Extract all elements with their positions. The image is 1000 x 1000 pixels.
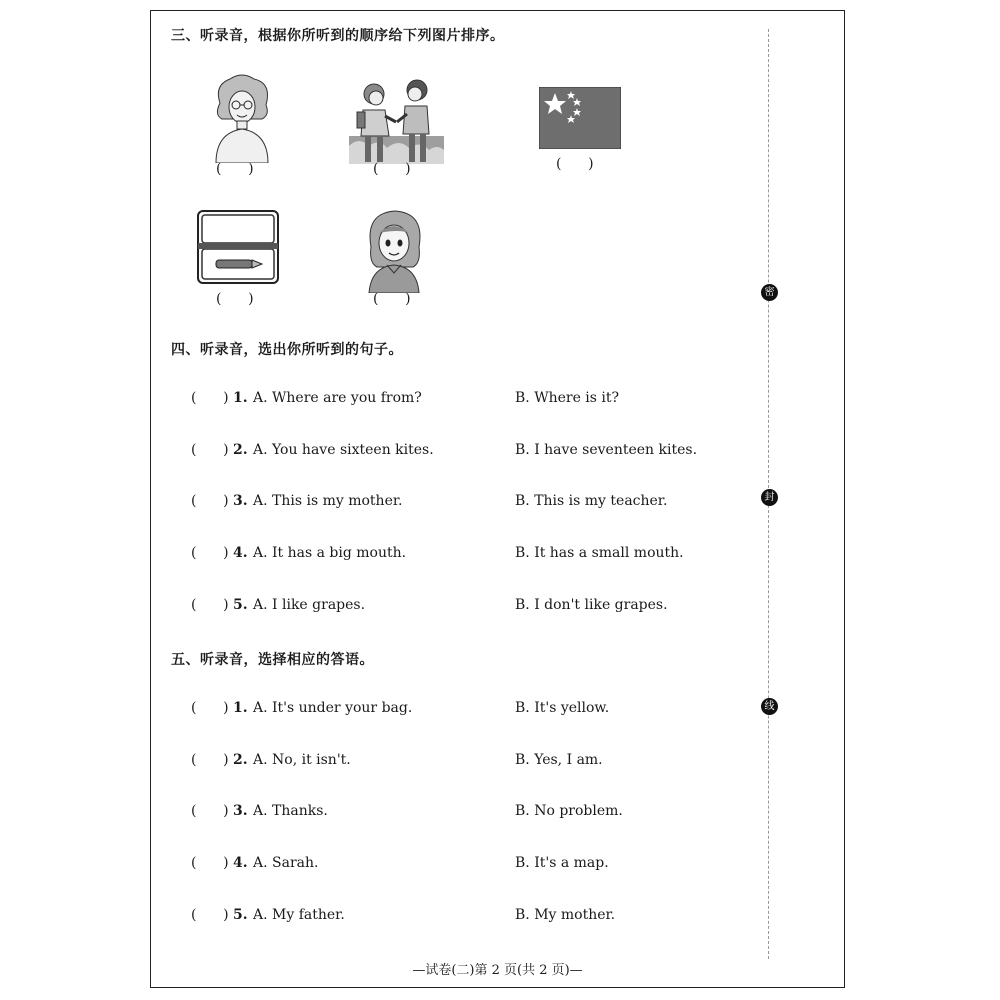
question-number: 2. <box>233 752 248 768</box>
question-number: 5. <box>233 597 248 613</box>
option-b: B. It's yellow. <box>515 700 610 716</box>
option-a: A. Sarah. <box>253 855 319 871</box>
exam-page <box>150 10 845 988</box>
section3-title: 三、听录音，根据你所听到的顺序给下列图片排序。 <box>171 28 505 44</box>
two-boys-shaking-hands-icon <box>349 76 444 164</box>
picture5-answer-blank[interactable]: ( ) <box>373 291 411 307</box>
option-a: A. No, it isn't. <box>253 752 351 768</box>
question-number: 4. <box>233 855 248 871</box>
girl-icon <box>363 207 425 293</box>
option-b: B. Where is it? <box>515 390 620 406</box>
section4-question-3 <box>191 493 791 513</box>
option-b: B. This is my teacher. <box>515 493 668 509</box>
question-number: 3. <box>233 493 248 509</box>
section4-question-2 <box>191 442 791 462</box>
option-b: B. No problem. <box>515 803 623 819</box>
option-a: A. This is my mother. <box>253 493 403 509</box>
option-b: B. My mother. <box>515 907 616 923</box>
section5-title: 五、听录音，选择相应的答语。 <box>171 652 374 668</box>
seal-xian-icon: 线 <box>761 698 778 715</box>
option-b: B. It's a map. <box>515 855 609 871</box>
answer-blank[interactable]: ( ) <box>191 493 229 509</box>
option-a: A. I like grapes. <box>253 597 366 613</box>
option-b: B. Yes, I am. <box>515 752 603 768</box>
section5-question-4 <box>191 855 791 875</box>
pencil-case-icon <box>196 209 280 285</box>
question-number: 5. <box>233 907 248 923</box>
section4-question-5 <box>191 597 791 617</box>
option-a: A. You have sixteen kites. <box>253 442 434 458</box>
section5-question-1 <box>191 700 791 720</box>
seal-mi-icon: 密 <box>761 284 778 301</box>
seal-feng-icon: 封 <box>761 489 778 506</box>
answer-blank[interactable]: ( ) <box>191 545 229 561</box>
question-number: 3. <box>233 803 248 819</box>
option-a: A. Where are you from? <box>253 390 422 406</box>
answer-blank[interactable]: ( ) <box>191 597 229 613</box>
china-flag-icon <box>539 87 621 149</box>
answer-blank[interactable]: ( ) <box>191 442 229 458</box>
section4-title: 四、听录音，选出你所听到的句子。 <box>171 342 403 358</box>
question-number: 1. <box>233 390 248 406</box>
question-number: 4. <box>233 545 248 561</box>
answer-blank[interactable]: ( ) <box>191 907 229 923</box>
picture4-answer-blank[interactable]: ( ) <box>216 291 254 307</box>
old-woman-icon <box>206 73 281 163</box>
option-a: A. My father. <box>253 907 345 923</box>
section4-question-4 <box>191 545 791 565</box>
answer-blank[interactable]: ( ) <box>191 390 229 406</box>
picture3-answer-blank[interactable]: ( ) <box>556 156 594 172</box>
question-number: 1. <box>233 700 248 716</box>
option-b: B. I don't like grapes. <box>515 597 668 613</box>
section5-question-3 <box>191 803 791 823</box>
section5-question-5 <box>191 907 791 927</box>
option-a: A. It's under your bag. <box>253 700 413 716</box>
option-a: A. It has a big mouth. <box>253 545 407 561</box>
answer-blank[interactable]: ( ) <box>191 855 229 871</box>
answer-blank[interactable]: ( ) <box>191 803 229 819</box>
answer-blank[interactable]: ( ) <box>191 752 229 768</box>
option-b: B. It has a small mouth. <box>515 545 684 561</box>
answer-blank[interactable]: ( ) <box>191 700 229 716</box>
section5-question-2 <box>191 752 791 772</box>
picture2-answer-blank[interactable]: ( ) <box>373 161 411 177</box>
option-b: B. I have seventeen kites. <box>515 442 698 458</box>
question-number: 2. <box>233 442 248 458</box>
page-footer: —试卷(二)第 2 页(共 2 页)— <box>412 963 583 978</box>
option-a: A. Thanks. <box>253 803 328 819</box>
picture1-answer-blank[interactable]: ( ) <box>216 161 254 177</box>
section4-question-1 <box>191 390 791 410</box>
